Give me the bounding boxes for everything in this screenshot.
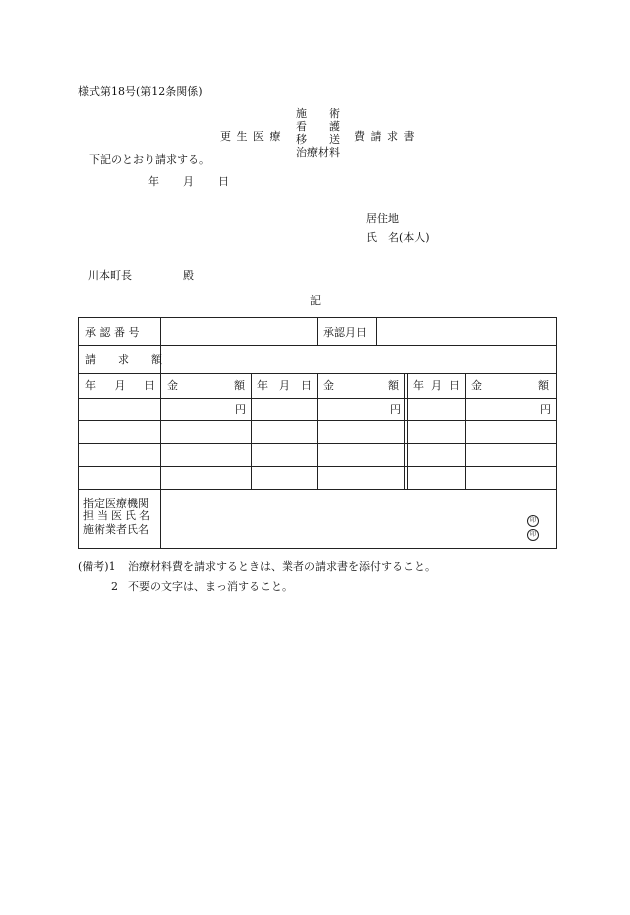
header-gaku: 額	[388, 379, 399, 392]
approval-number-text: 承 認 番 号	[85, 326, 140, 339]
applicant-name-label: 氏 名(本人)	[366, 231, 430, 244]
header-day: 日	[144, 379, 155, 392]
amount-header-2	[323, 380, 399, 391]
header-kin: 金	[323, 379, 334, 392]
title-options	[296, 108, 340, 160]
col-line	[465, 373, 466, 489]
seal-mark-1: 印	[527, 515, 539, 527]
title-option-isou: 移 送	[296, 133, 340, 146]
recipient-honorific: 殿	[183, 269, 194, 282]
row-line	[79, 489, 556, 490]
header-day: 日	[301, 379, 312, 392]
claim-table	[78, 317, 557, 549]
title-option-chiryou-zairyou: 治療材料	[296, 146, 340, 159]
title-prefix: 更 生 医 療	[220, 130, 282, 143]
institution-label-text: 指定医療機関	[83, 497, 149, 510]
date-day-label: 日	[218, 175, 229, 188]
header-kin: 金	[471, 379, 482, 392]
col-line	[407, 373, 408, 489]
col-line	[317, 318, 318, 345]
col-line	[160, 489, 161, 548]
header-kin: 金	[167, 379, 178, 392]
note-2: 不要の文字は、まっ消すること。	[128, 580, 293, 593]
institution-label	[83, 498, 158, 509]
header-year: 年	[257, 379, 268, 392]
header-year: 年	[413, 379, 424, 392]
header-month: 月	[279, 379, 290, 392]
form-number: 様式第18号(第12条関係)	[78, 85, 203, 98]
practitioner-name-label: 施術業者氏名	[83, 523, 149, 536]
col-line	[160, 318, 161, 489]
claim-amount-label: 請 求 額	[85, 353, 162, 366]
date-header-3	[413, 380, 460, 391]
request-text: 下記のとおり請求する。	[89, 153, 210, 166]
header-gaku: 額	[234, 379, 245, 392]
header-gaku: 額	[538, 379, 549, 392]
title-option-kango: 看 護	[296, 120, 340, 133]
title-option-shujutsu: 施 術	[296, 107, 340, 120]
ki-label: 記	[310, 294, 321, 307]
col-line	[404, 373, 405, 489]
note-1: 治療材料費を請求するときは、業者の請求書を添付すること。	[128, 560, 436, 573]
header-day: 日	[449, 379, 460, 392]
header-month: 月	[114, 379, 126, 392]
seal-mark-2: 印	[527, 529, 539, 541]
date-header-2	[257, 380, 312, 391]
date-header-1	[85, 380, 155, 391]
approval-number-label	[85, 327, 155, 338]
col-line	[317, 373, 318, 489]
date-year-label: 年	[148, 175, 159, 188]
row-line	[79, 345, 556, 346]
notes-prefix: (備考)1	[78, 560, 116, 573]
title-suffix: 費 請 求 書	[354, 130, 416, 143]
note-2-number: 2	[111, 580, 118, 593]
amount-header-3	[471, 380, 549, 391]
date-month-label: 月	[183, 175, 194, 188]
yen-unit-1: 円	[235, 403, 246, 416]
col-line	[376, 318, 377, 345]
recipient-name: 川本町長	[88, 269, 132, 282]
approval-date-label: 承認月日	[323, 326, 367, 339]
yen-unit-2: 円	[390, 403, 401, 416]
col-line	[251, 373, 252, 489]
yen-unit-3: 円	[540, 403, 551, 416]
address-label: 居住地	[366, 212, 399, 225]
institution-labels	[83, 498, 158, 537]
doctor-name-label: 担当医氏名	[83, 509, 153, 522]
header-month: 月	[431, 379, 442, 392]
header-year: 年	[85, 379, 96, 392]
amount-header-1	[167, 380, 245, 391]
